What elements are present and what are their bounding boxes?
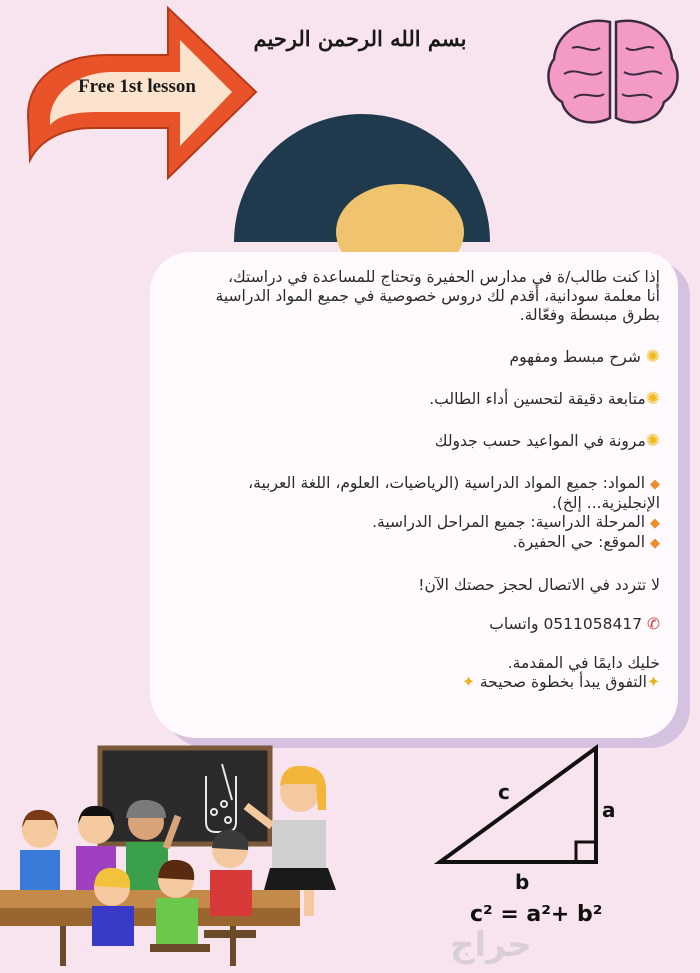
feature-text: متابعة دقيقة لتحسين أداء الطالب. bbox=[429, 390, 646, 408]
feature-text: مرونة في المواعيد حسب جدولك bbox=[434, 432, 646, 450]
phone-icon: ✆ bbox=[647, 615, 660, 633]
detail-text: الموقع: حي الحفيرة. bbox=[512, 533, 646, 551]
sparkles-icon: ✦ bbox=[461, 673, 475, 691]
feature-item bbox=[160, 348, 660, 367]
glowing-star-icon: ✺ bbox=[645, 347, 660, 367]
closing-line-2 bbox=[160, 673, 660, 692]
intro-line-1: إذا كنت طالب/ة في مدارس الحفيرة وتحتاج للمساعدة في دراستك، bbox=[227, 268, 660, 286]
triangle-shape bbox=[440, 748, 596, 862]
glowing-star-icon: ✺ bbox=[645, 389, 660, 409]
side-a-label: a bbox=[602, 798, 616, 822]
feature-item bbox=[160, 390, 660, 409]
contact-line[interactable] bbox=[160, 615, 660, 634]
orange-diamond-icon: ◆ bbox=[650, 516, 660, 531]
desk bbox=[0, 890, 300, 908]
closing-line-1: خليك دايمًا في المقدمة. bbox=[507, 654, 660, 672]
student-figure bbox=[92, 868, 134, 946]
card-content bbox=[160, 268, 660, 692]
feature-item bbox=[160, 432, 660, 451]
call-to-action: لا تتردد في الاتصال لحجز حصتك الآن! bbox=[418, 576, 660, 594]
side-c-label: c bbox=[498, 780, 510, 804]
contact-channel: واتساب bbox=[489, 615, 539, 633]
free-lesson-label: Free 1st lesson bbox=[78, 76, 196, 97]
intro-line-2: أنا معلمة سودانية، أقدم لك دروس خصوصية في جميع المواد الدراسية bbox=[215, 287, 660, 305]
intro-line-3: بطرق مبسطة وفعّالة. bbox=[519, 306, 660, 324]
orange-diamond-icon: ◆ bbox=[650, 536, 660, 551]
glowing-star-icon: ✺ bbox=[645, 431, 660, 451]
detail-location bbox=[160, 533, 660, 553]
student-figure bbox=[210, 830, 252, 916]
blackboard bbox=[100, 748, 270, 844]
detail-stage bbox=[160, 513, 660, 533]
classroom-illustration bbox=[0, 740, 340, 973]
detail-text: المواد: جميع المواد الدراسية (الرياضيات، العلوم، اللغة العربية، bbox=[248, 474, 646, 492]
bismillah-title: بسم الله الرحمن الرحيم bbox=[253, 26, 467, 51]
watermark: حراج bbox=[450, 925, 532, 965]
detail-subjects bbox=[160, 474, 660, 494]
closing-text: التفوق يبدأ بخطوة صحيحة bbox=[479, 673, 647, 691]
student-figure bbox=[20, 810, 60, 890]
detail-text: المرحلة الدراسية: جميع المراحل الدراسية. bbox=[372, 513, 646, 531]
orange-diamond-icon: ◆ bbox=[650, 477, 660, 492]
phone-number[interactable]: 0511058417 bbox=[543, 615, 643, 633]
right-angle-mark bbox=[576, 842, 596, 862]
student-figure bbox=[156, 860, 198, 944]
detail-subjects-cont: الإنجليزية... إلخ). bbox=[551, 494, 660, 512]
side-b-label: b bbox=[515, 870, 530, 894]
sparkles-icon: ✦ bbox=[647, 673, 660, 691]
right-triangle-diagram bbox=[430, 740, 630, 870]
brain-icon bbox=[544, 14, 682, 134]
feature-text: شرح مبسط ومفهوم bbox=[509, 348, 641, 366]
pythagorean-formula: c² = a²+ b² bbox=[470, 902, 603, 927]
